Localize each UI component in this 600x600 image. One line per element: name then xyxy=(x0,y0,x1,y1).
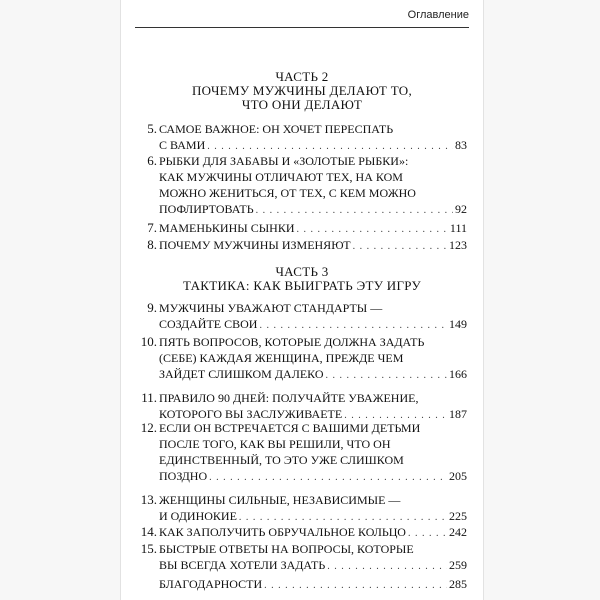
part-label: ЧАСТЬ 3 xyxy=(275,264,329,279)
page-number: 123 xyxy=(449,238,467,252)
part-title-line: ЧТО ОНИ ДЕЛАЮТ xyxy=(241,97,363,112)
chapter-title-line: ПОСЛЕ ТОГО, КАК ВЫ РЕШИЛИ, ЧТО ОН xyxy=(159,437,391,451)
toc-entry xyxy=(121,121,483,153)
chapter-title-line: БЫСТРЫЕ ОТВЕТЫ НА ВОПРОСЫ, КОТОРЫЕ xyxy=(159,542,414,556)
part-title-line: ТАКТИКА: КАК ВЫИГРАТЬ ЭТУ ИГРУ xyxy=(183,278,421,293)
dot-leader xyxy=(209,470,447,486)
toc-entry xyxy=(121,237,483,253)
dot-leader xyxy=(264,578,447,594)
dot-leader xyxy=(353,239,447,255)
toc-entry xyxy=(121,220,483,236)
chapter-title-text: СОЗДАЙТЕ СВОИ xyxy=(159,317,258,331)
chapter-title-line: ЕДИНСТВЕННЫЙ, ТО ЭТО УЖЕ СЛИШКОМ xyxy=(159,453,404,467)
chapter-title-text: И ОДИНОКИЕ xyxy=(159,509,237,523)
chapter-number: 12. xyxy=(140,420,157,435)
chapter-title-line xyxy=(159,237,467,255)
chapter-title-line: РЫБКИ ДЛЯ ЗАБАВЫ И «ЗОЛОТЫЕ РЫБКИ»: xyxy=(159,154,409,168)
chapter-number: 9. xyxy=(147,300,157,315)
toc-entry xyxy=(121,492,483,524)
part-heading xyxy=(121,70,483,112)
chapter-title-line xyxy=(159,468,467,486)
toc-entry xyxy=(121,390,483,422)
chapter-title-text: ЗАЙДЕТ СЛИШКОМ ДАЛЕКО xyxy=(159,367,324,381)
dot-leader xyxy=(408,526,447,542)
chapter-title-line: ЖЕНЩИНЫ СИЛЬНЫЕ, НЕЗАВИСИМЫЕ — xyxy=(159,493,401,507)
page-number: 111 xyxy=(449,221,467,235)
toc-entry xyxy=(121,300,483,332)
chapter-title-line xyxy=(159,557,467,575)
chapter-title-text: КАК ЗАПОЛУЧИТЬ ОБРУЧАЛЬНОЕ КОЛЬЦО xyxy=(159,525,406,539)
chapter-title-line xyxy=(159,366,467,384)
page-number: 242 xyxy=(449,525,467,539)
page-number: 149 xyxy=(449,317,467,331)
chapter-title-text: ПОЧЕМУ МУЖЧИНЫ ИЗМЕНЯЮТ xyxy=(159,238,351,252)
page-number: 187 xyxy=(449,407,467,421)
chapter-title-line xyxy=(159,576,467,594)
toc-entry xyxy=(121,153,483,217)
chapter-title-line: КАК МУЖЧИНЫ ОТЛИЧАЮТ ТЕХ, НА КОМ xyxy=(159,170,403,184)
toc-entry xyxy=(121,420,483,484)
chapter-title-line: ЕСЛИ ОН ВСТРЕЧАЕТСЯ С ВАШИМИ ДЕТЬМИ xyxy=(159,421,421,435)
part-title-line: ПОЧЕМУ МУЖЧИНЫ ДЕЛАЮТ ТО, xyxy=(191,83,413,98)
page-number: 285 xyxy=(449,577,467,591)
chapter-number: 10. xyxy=(140,334,157,349)
chapter-title-text: ПОФЛИРТОВАТЬ xyxy=(159,202,254,216)
dot-leader xyxy=(256,203,453,219)
chapter-title-line xyxy=(159,524,467,542)
dot-leader xyxy=(327,559,447,575)
dot-leader xyxy=(297,222,448,238)
chapter-title-line xyxy=(159,220,467,238)
book-page xyxy=(120,0,484,600)
chapter-title-text: БЛАГОДАРНОСТИ xyxy=(159,577,263,591)
page-number: 205 xyxy=(449,469,467,483)
chapter-number: 7. xyxy=(147,220,157,235)
toc-entry xyxy=(121,334,483,382)
toc-entry xyxy=(121,524,483,540)
toc-entry xyxy=(121,541,483,573)
chapter-title-text: С ВАМИ xyxy=(159,138,206,152)
header-rule xyxy=(135,27,469,28)
part-label: ЧАСТЬ 2 xyxy=(275,69,329,84)
chapter-title-line xyxy=(159,316,467,334)
chapter-title-line: САМОЕ ВАЖНОЕ: ОН ХОЧЕТ ПЕРЕСПАТЬ xyxy=(159,122,394,136)
dot-leader xyxy=(259,318,447,334)
chapter-title-line xyxy=(159,201,467,219)
chapter-number: 5. xyxy=(147,121,157,136)
chapter-title-text: МАМЕНЬКИНЫ СЫНКИ xyxy=(159,221,295,235)
chapter-number: 13. xyxy=(140,492,157,507)
page-number: 225 xyxy=(449,509,467,523)
chapter-number: 11. xyxy=(141,390,157,405)
toc-entry xyxy=(121,576,483,592)
chapter-number: 6. xyxy=(147,153,157,168)
chapter-title-text: ВЫ ВСЕГДА ХОТЕЛИ ЗАДАТЬ xyxy=(159,558,326,572)
chapter-number: 8. xyxy=(147,237,157,252)
page-number: 166 xyxy=(449,367,467,381)
page-number: 83 xyxy=(455,138,467,152)
chapter-title-line: ПЯТЬ ВОПРОСОВ, КОТОРЫЕ ДОЛЖНА ЗАДАТЬ xyxy=(159,335,425,349)
chapter-title-line: ПРАВИЛО 90 ДНЕЙ: ПОЛУЧАЙТЕ УВАЖЕНИЕ, xyxy=(159,391,419,405)
part-heading xyxy=(121,265,483,293)
chapter-number: 15. xyxy=(140,541,157,556)
dot-leader xyxy=(326,368,447,384)
running-head: Оглавление xyxy=(407,9,469,21)
chapter-title-line: МУЖЧИНЫ УВАЖАЮТ СТАНДАРТЫ — xyxy=(159,301,383,315)
chapter-title-text: КОТОРОГО ВЫ ЗАСЛУЖИВАЕТЕ xyxy=(159,407,343,421)
page-number: 92 xyxy=(455,202,467,216)
chapter-title-text: ПОЗДНО xyxy=(159,469,208,483)
chapter-title-line: МОЖНО ЖЕНИТЬСЯ, ОТ ТЕХ, С КЕМ МОЖНО xyxy=(159,186,416,200)
chapter-number: 14. xyxy=(140,524,157,539)
chapter-title-line: (СЕБЕ) КАЖДАЯ ЖЕНЩИНА, ПРЕЖДЕ ЧЕМ xyxy=(159,351,404,365)
page-number: 259 xyxy=(449,558,467,572)
